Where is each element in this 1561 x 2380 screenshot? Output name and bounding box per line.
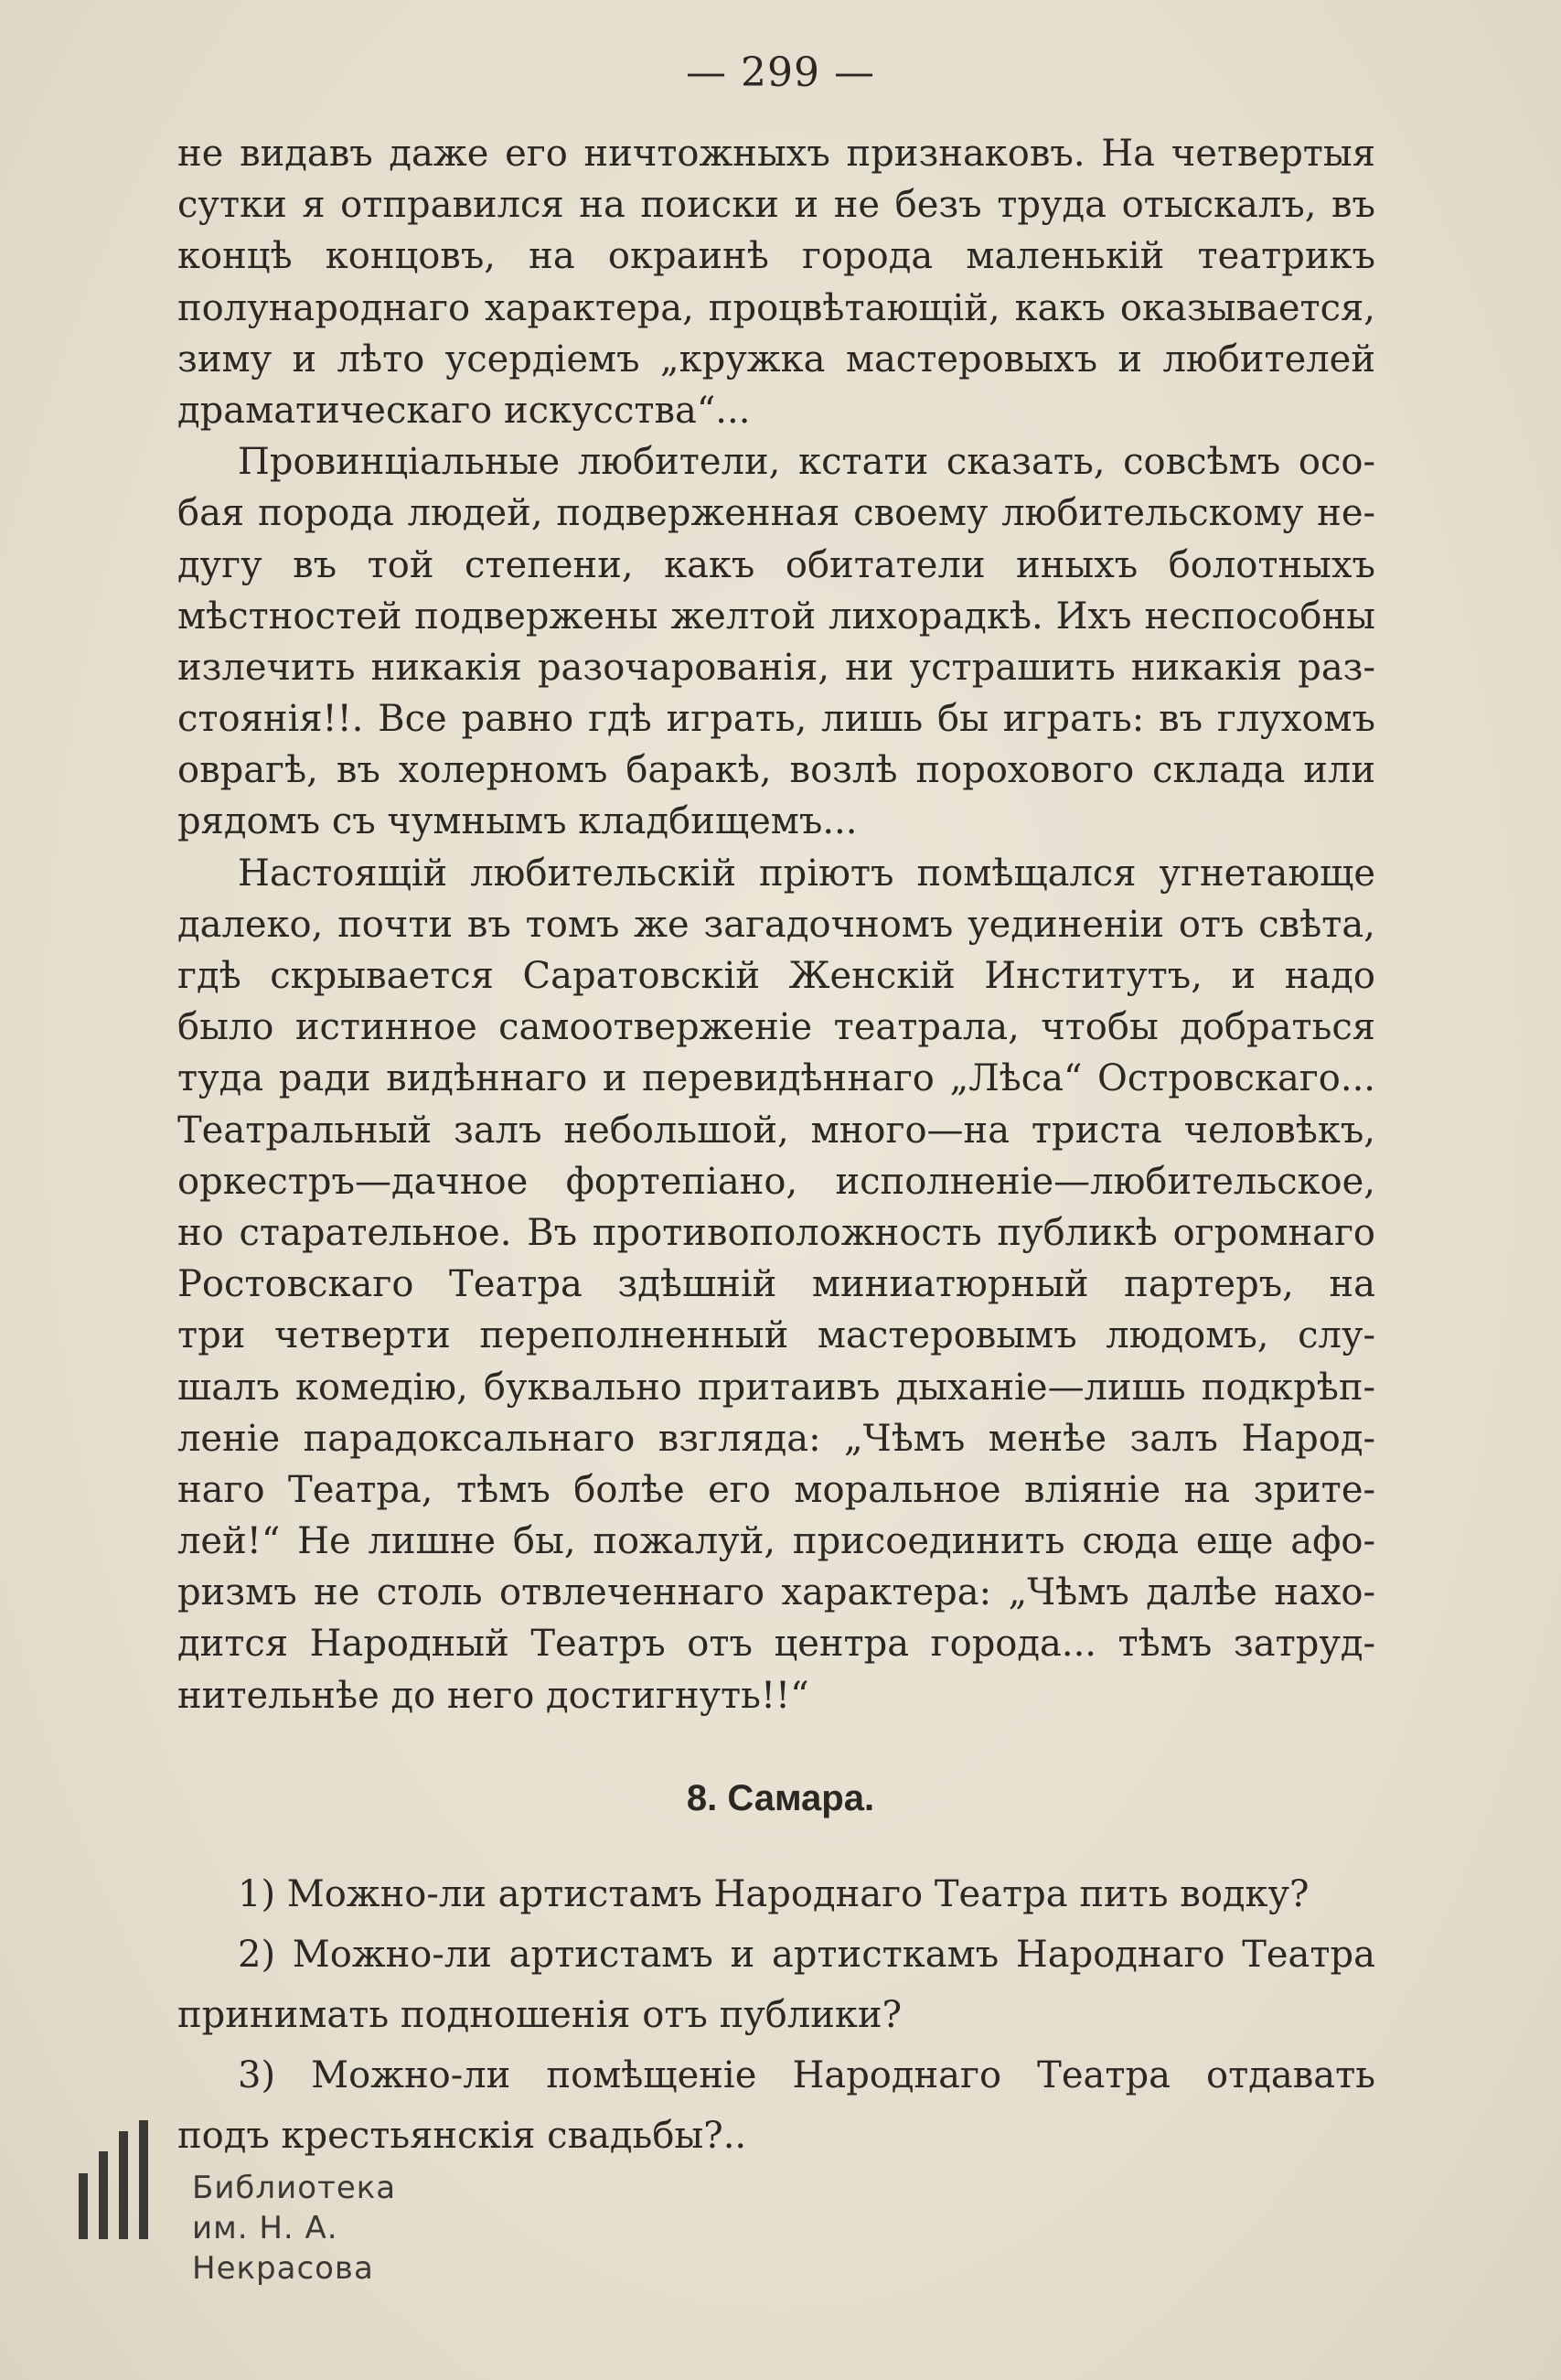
section-heading: 8. Самара.: [686, 1778, 875, 1818]
text-line: зиму и лѣто усердiемъ „кружка мастеровыхъ и любителей: [177, 338, 1375, 381]
question-item: 3) Можно-ли помѣщенiе Народнаго Театра отдавать: [238, 2054, 1375, 2096]
library-watermark: [79, 2120, 518, 2287]
text-line: драматическаго искусства“...: [177, 389, 751, 432]
text-line: оркестръ—дачное фортепiано, исполненiе—любительское,: [177, 1160, 1375, 1203]
text-line: концѣ концовъ, на окраинѣ города маленькiй театрикъ: [177, 235, 1375, 278]
question-continuation: подъ крестьянскiя свадьбы?..: [177, 2115, 747, 2157]
text-line: было истинное самоотверженiе театрала, чтобы добраться: [177, 1006, 1375, 1049]
library-name-line1: Библиотека: [192, 2170, 397, 2206]
text-line: гдѣ скрывается Саратовскiй Женскiй Институтъ, и надо: [177, 955, 1375, 997]
text-line: излечить никакiя разочарованiя, ни устрашить никакiя раз-: [177, 646, 1375, 689]
text-line: три четверти переполненный мастеровымъ людомъ, слу-: [177, 1314, 1375, 1357]
text-line: туда ради видѣннаго и перевидѣннаго „Лѣса“ Островскаго...: [177, 1057, 1375, 1100]
paragraph-first-line: Настоящiй любительскiй прiютъ помѣщался угнетающе: [238, 852, 1375, 895]
text-line: но старательное. Въ противоположность публикѣ огромнаго: [177, 1211, 1375, 1254]
text-line: бая порода людей, подверженная своему любительскому не-: [177, 492, 1375, 535]
text-line: рядомъ съ чумнымъ кладбищемъ...: [177, 800, 858, 843]
text-line: Ростовскаго Театра здѣшнiй миниатюрный партеръ, на: [177, 1263, 1375, 1306]
paragraph-first-line: Провинцiальные любители, кстати сказать, совсѣмъ осо-: [238, 441, 1375, 484]
text-line: дится Народный Театръ отъ центра города... тѣмъ затруд-: [177, 1623, 1375, 1666]
text-line: лей!“ Не лишне бы, пожалуй, присоединить сюда еще афо-: [177, 1520, 1375, 1563]
question-item: 1) Можно-ли артистамъ Народнаго Театра пить водку?: [238, 1873, 1310, 1915]
library-bars-logo-icon: [79, 2120, 152, 2239]
text-line: мѣстностей подвержены желтой лихорадкѣ. Ихъ неспособны: [177, 595, 1375, 638]
text-line: нительнѣе до него достигнуть!!“: [177, 1674, 809, 1717]
body-text: [177, 128, 1375, 1721]
text-line: далеко, почти въ томъ же загадочномъ уединенiи отъ свѣта,: [177, 903, 1375, 946]
text-line: сутки я отправился на поиски и не безъ труда отыскалъ, въ: [177, 184, 1375, 227]
text-line: ризмъ не столь отвлеченнаго характера: „Чѣмъ далѣе нахо-: [177, 1571, 1375, 1614]
text-line: дугу въ той степени, какъ обитатели иныхъ болотныхъ: [177, 543, 1375, 586]
question-continuation: принимать подношенiя отъ публики?: [177, 1994, 903, 2036]
text-line: стоянiя!!. Все равно гдѣ играть, лишь бы играть: въ глухомъ: [177, 698, 1375, 741]
page-number: — 299 —: [686, 49, 875, 96]
library-name-line2: им. Н. А. Некрасова: [192, 2210, 374, 2287]
text-line: Театральный залъ небольшой, много—на триста человѣкъ,: [177, 1109, 1375, 1152]
question-item: 2) Можно-ли артистамъ и артисткамъ Народнаго Театра: [238, 1934, 1375, 1976]
text-line: наго Театра, тѣмъ болѣе его моральное влiянiе на зрите-: [177, 1468, 1375, 1511]
library-name: [192, 2168, 518, 2289]
text-line: ленiе парадоксальнаго взгляда: „Чѣмъ менѣе залъ Народ-: [177, 1417, 1375, 1460]
text-line: не видавъ даже его ничтожныхъ признаковъ. На четвертыя: [177, 133, 1375, 175]
text-line: шалъ комедiю, буквально притаивъ дыханiе—лишь подкрѣп-: [177, 1366, 1375, 1409]
text-line: оврагѣ, въ холерномъ баракѣ, возлѣ порохового склада или: [177, 749, 1375, 792]
text-line: полународнаго характера, процвѣтающiй, какъ оказывается,: [177, 286, 1375, 329]
